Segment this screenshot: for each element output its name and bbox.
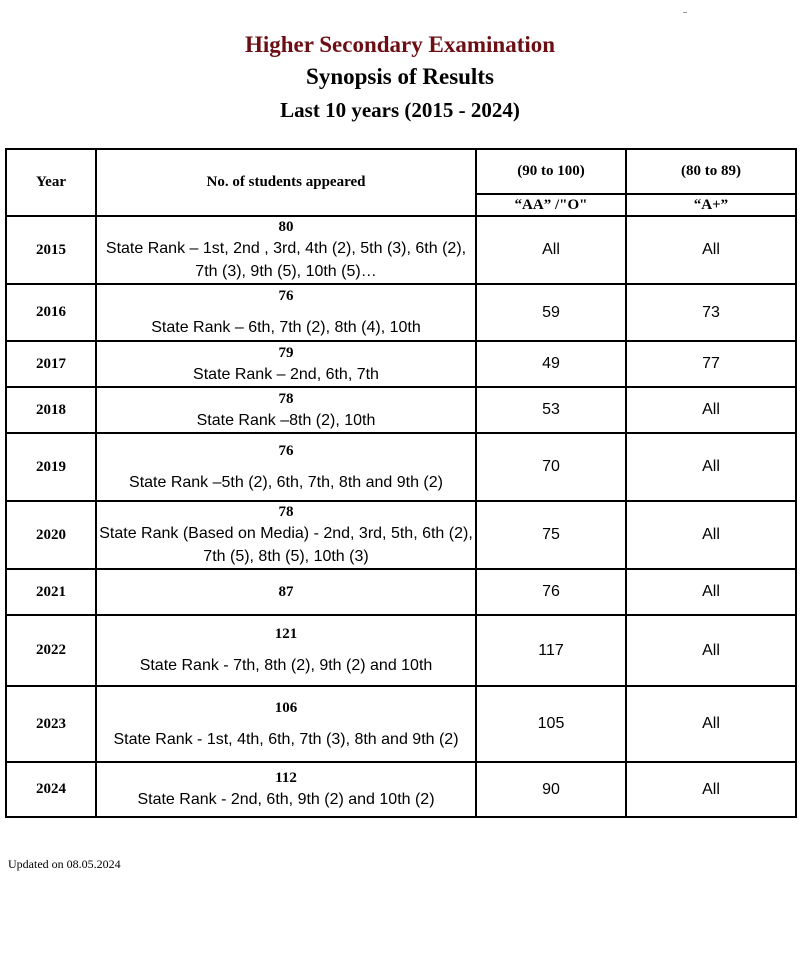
year-cell: 2016 xyxy=(6,284,96,341)
page-header xyxy=(0,30,800,126)
aa-o-cell: 59 xyxy=(476,284,626,341)
page-title: Higher Secondary Examination xyxy=(244,32,556,57)
table-body xyxy=(6,216,796,817)
a-plus-cell: All xyxy=(626,615,796,686)
aa-o-cell: All xyxy=(476,216,626,284)
header-grade-b: “A+” xyxy=(626,194,796,216)
a-plus-cell: All xyxy=(626,569,796,615)
students-cell xyxy=(96,501,476,569)
year-cell: 2024 xyxy=(6,762,96,817)
a-plus-cell: All xyxy=(626,762,796,817)
students-cell xyxy=(96,615,476,686)
table-row xyxy=(6,387,796,433)
student-count: 106 xyxy=(274,699,298,716)
table-row xyxy=(6,615,796,686)
students-cell xyxy=(96,387,476,433)
a-plus-cell: All xyxy=(626,433,796,501)
table-row xyxy=(6,686,796,762)
a-plus-cell: All xyxy=(626,501,796,569)
aa-o-cell: 53 xyxy=(476,387,626,433)
table-row xyxy=(6,341,796,387)
state-rank: State Rank - 7th, 8th (2), 9th (2) and 10th xyxy=(139,657,433,674)
aa-o-cell: 49 xyxy=(476,341,626,387)
table-row xyxy=(6,762,796,817)
aa-o-cell: 105 xyxy=(476,686,626,762)
student-count: 112 xyxy=(275,770,297,786)
student-count: 78 xyxy=(278,390,294,407)
year-cell: 2017 xyxy=(6,341,96,387)
aa-o-cell: 117 xyxy=(476,615,626,686)
students-cell xyxy=(96,686,476,762)
table-row xyxy=(6,284,796,341)
header-students: No. of students appeared xyxy=(96,149,476,216)
student-count: 121 xyxy=(274,626,298,642)
aa-o-cell: 70 xyxy=(476,433,626,501)
year-cell: 2023 xyxy=(6,686,96,762)
a-plus-cell: All xyxy=(626,387,796,433)
aa-o-cell: 75 xyxy=(476,501,626,569)
page-subtitle: Synopsis of Results xyxy=(306,64,494,89)
year-cell: 2021 xyxy=(6,569,96,615)
state-rank: State Rank (Based on Media) - 2nd, 3rd, 5th, 6th (2), 7th (5), 8th (5), 10th (3) xyxy=(99,525,473,565)
updated-note: Updated on 08.05.2024 xyxy=(8,857,121,871)
table-row xyxy=(6,501,796,569)
header-year: Year xyxy=(6,149,96,216)
header-range-a: (90 to 100) xyxy=(476,149,626,194)
corner-mark xyxy=(683,12,687,13)
state-rank: State Rank –8th (2), 10th xyxy=(196,411,376,429)
student-count: 76 xyxy=(278,288,294,304)
student-count: 80 xyxy=(278,219,294,235)
page-period: Last 10 years (2015 - 2024) xyxy=(280,98,520,122)
students-cell xyxy=(96,433,476,501)
students-cell xyxy=(96,762,476,817)
student-count: 76 xyxy=(278,442,294,459)
state-rank: State Rank – 6th, 7th (2), 8th (4), 10th xyxy=(151,319,421,336)
header-range-b: (80 to 89) xyxy=(626,149,796,194)
state-rank: State Rank - 1st, 4th, 6th, 7th (3), 8th and 9th (2) xyxy=(113,730,459,748)
student-count: 78 xyxy=(278,504,294,520)
state-rank: State Rank –5th (2), 6th, 7th, 8th and 9th (2) xyxy=(129,473,443,491)
table-row xyxy=(6,569,796,615)
a-plus-cell: All xyxy=(626,216,796,284)
aa-o-cell: 76 xyxy=(476,569,626,615)
state-rank: State Rank – 2nd, 6th, 7th xyxy=(193,365,379,383)
year-cell: 2015 xyxy=(6,216,96,284)
state-rank: State Rank - 2nd, 6th, 9th (2) and 10th (2) xyxy=(137,791,435,808)
header-grade-a: “AA” /"O" xyxy=(476,194,626,216)
year-cell: 2020 xyxy=(6,501,96,569)
student-count: 79 xyxy=(278,344,294,361)
a-plus-cell: 73 xyxy=(626,284,796,341)
students-cell xyxy=(96,216,476,284)
students-cell xyxy=(96,341,476,387)
table-row xyxy=(6,216,796,284)
student-count: 87 xyxy=(278,584,294,600)
table-header xyxy=(6,149,796,216)
year-cell: 2018 xyxy=(6,387,96,433)
year-cell: 2022 xyxy=(6,615,96,686)
header-row xyxy=(6,149,796,194)
year-cell: 2019 xyxy=(6,433,96,501)
a-plus-cell: All xyxy=(626,686,796,762)
state-rank: State Rank – 1st, 2nd , 3rd, 4th (2), 5th (3), 6th (2), 7th (3), 9th (5), 10th (5)… xyxy=(105,240,467,280)
a-plus-cell: 77 xyxy=(626,341,796,387)
students-cell xyxy=(96,569,476,615)
results-table xyxy=(5,148,797,818)
aa-o-cell: 90 xyxy=(476,762,626,817)
students-cell xyxy=(96,284,476,341)
table-row xyxy=(6,433,796,501)
